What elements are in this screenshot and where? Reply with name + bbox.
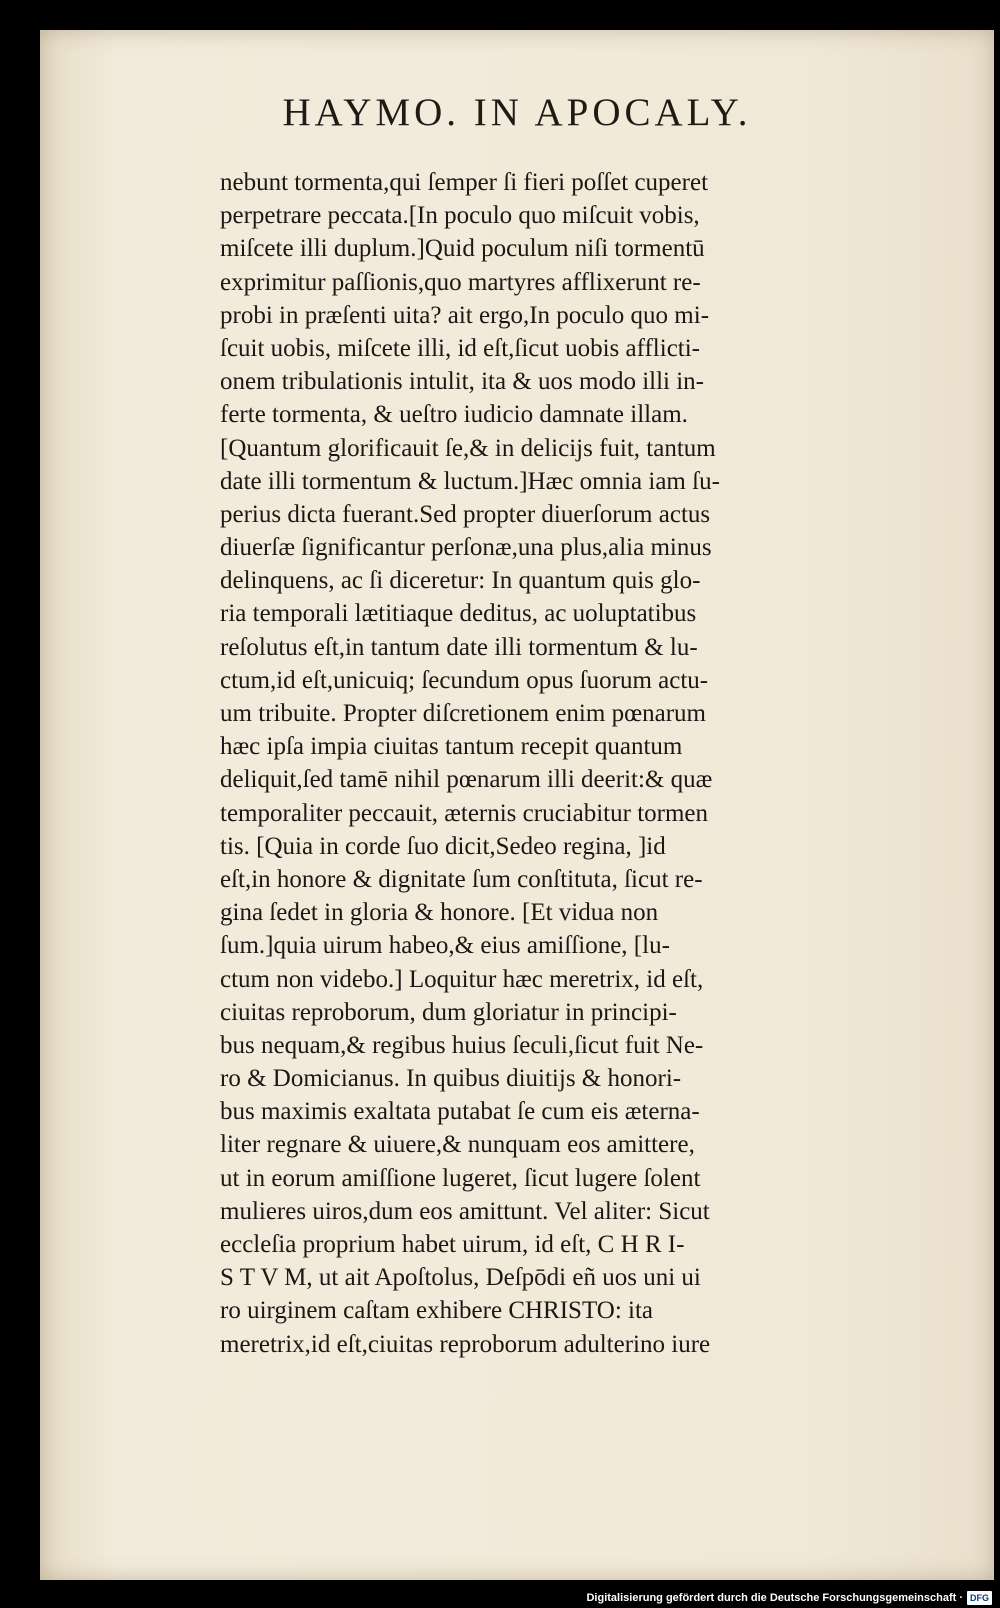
text-line: miſcete illi duplum.]Quid poculum niſi tormentū [220,235,705,263]
dfg-logo: DFG [967,1591,992,1605]
text-line: ria temporali lætitiaque deditus, ac uoluptatibus [220,600,697,628]
text-line: exprimitur paſſionis,quo martyres afflixerunt re- [220,268,701,296]
footer-bar [0,1586,1000,1608]
text-line: ſcuit uobis, miſcete illi, id eſt,ſicut uobis afflicti- [220,334,701,362]
text-line: onem tribulationis intulit, ita & uos modo illi in- [220,368,705,396]
text-line: temporaliter peccauit, æternis cruciabitur tormen [220,799,709,827]
text-line: um tribuite. Propter diſcretionem enim pœnarum [220,700,706,727]
text-line: ferte tormenta, & ueſtro iudicio damnate illam. [220,401,688,429]
text-line: ctum,id eſt,unicuiq; ſecundum opus ſuorum actu- [220,666,709,694]
text-line: perius dicta fuerant.Sed propter diuerſorum actus [220,500,711,528]
book-page [40,30,994,1580]
text-block [220,166,990,1361]
text-line: hæc ipſa impia ciuitas tantum recepit quantum [220,733,683,761]
text-line: ſum.]quia uirum habeo,& eius amiſſione, [lu- [220,932,670,960]
text-line: liter regnare & uiuere,& nunquam eos amittere, [220,1131,695,1159]
text-line: meretrix,id eſt,ciuitas reproborum adulterino iure [220,1330,711,1358]
credit-text: Digitalisierung gefördert durch die Deutsche Forschungsgemeinschaft · [586,1592,963,1604]
funding-credit [586,1591,992,1605]
text-line: ut in eorum amiſſione lugeret, ſicut lugere ſolent [220,1164,701,1192]
text-line: perpetrare peccata.[In poculo quo miſcuit vobis, [220,202,700,230]
text-line: delinquens, ac ſi diceretur: In quantum quis glo- [220,567,701,595]
text-line: reſolutus eſt,in tantum date illi tormentum & lu- [220,633,698,661]
text-line: eccleſia proprium habet uirum, id eſt, C H R I- [220,1231,685,1258]
text-line: mulieres uiros,dum eos amittunt. Vel aliter: Sicut [220,1197,710,1225]
text-line: ctum non videbo.] Loquitur hæc meretrix, id eſt, [220,965,704,993]
text-line: bus maximis exaltata putabat ſe cum eis æterna- [220,1098,700,1126]
text-line: gina ſedet in gloria & honore. [Et vidua non [220,899,659,927]
running-head: HAYMO. IN APOCALY. [282,91,752,134]
text-line: nebunt tormenta,qui ſemper ſi fieri poſſet cuperet [220,169,709,196]
text-line: bus nequam,& regibus huius ſeculi,ſicut fuit Ne- [220,1031,704,1059]
text-line: tis. [Quia in corde ſuo dicit,Sedeo regina, ]id [220,832,666,860]
text-line: diuerſæ ſignificantur perſonæ,una plus,alia minus [220,534,712,562]
text-line: [Quantum glorificauit ſe,& in delicijs fuit, tantum [220,434,716,462]
text-line: deliquit,ſed tamē nihil pœnarum illi deerit:& quæ [220,766,713,794]
text-line: S T V M, ut ait Apoſtolus, Deſpōdi eñ uos uni ui [220,1264,701,1292]
text-line: ro & Domicianus. In quibus diuitijs & honori- [220,1065,682,1093]
text-line: ro uirginem caſtam exhibere CHRISTO: ita [220,1297,654,1325]
text-line: eſt,in honore & dignitate ſum conſtituta, ſicut re- [220,865,703,893]
text-line: date illi tormentum & luctum.]Hæc omnia iam ſu- [220,467,720,495]
text-line: ciuitas reproborum, dum gloriatur in principi- [220,998,677,1026]
text-line: probi in præſenti uita? ait ergo,In poculo quo mi- [220,301,710,329]
